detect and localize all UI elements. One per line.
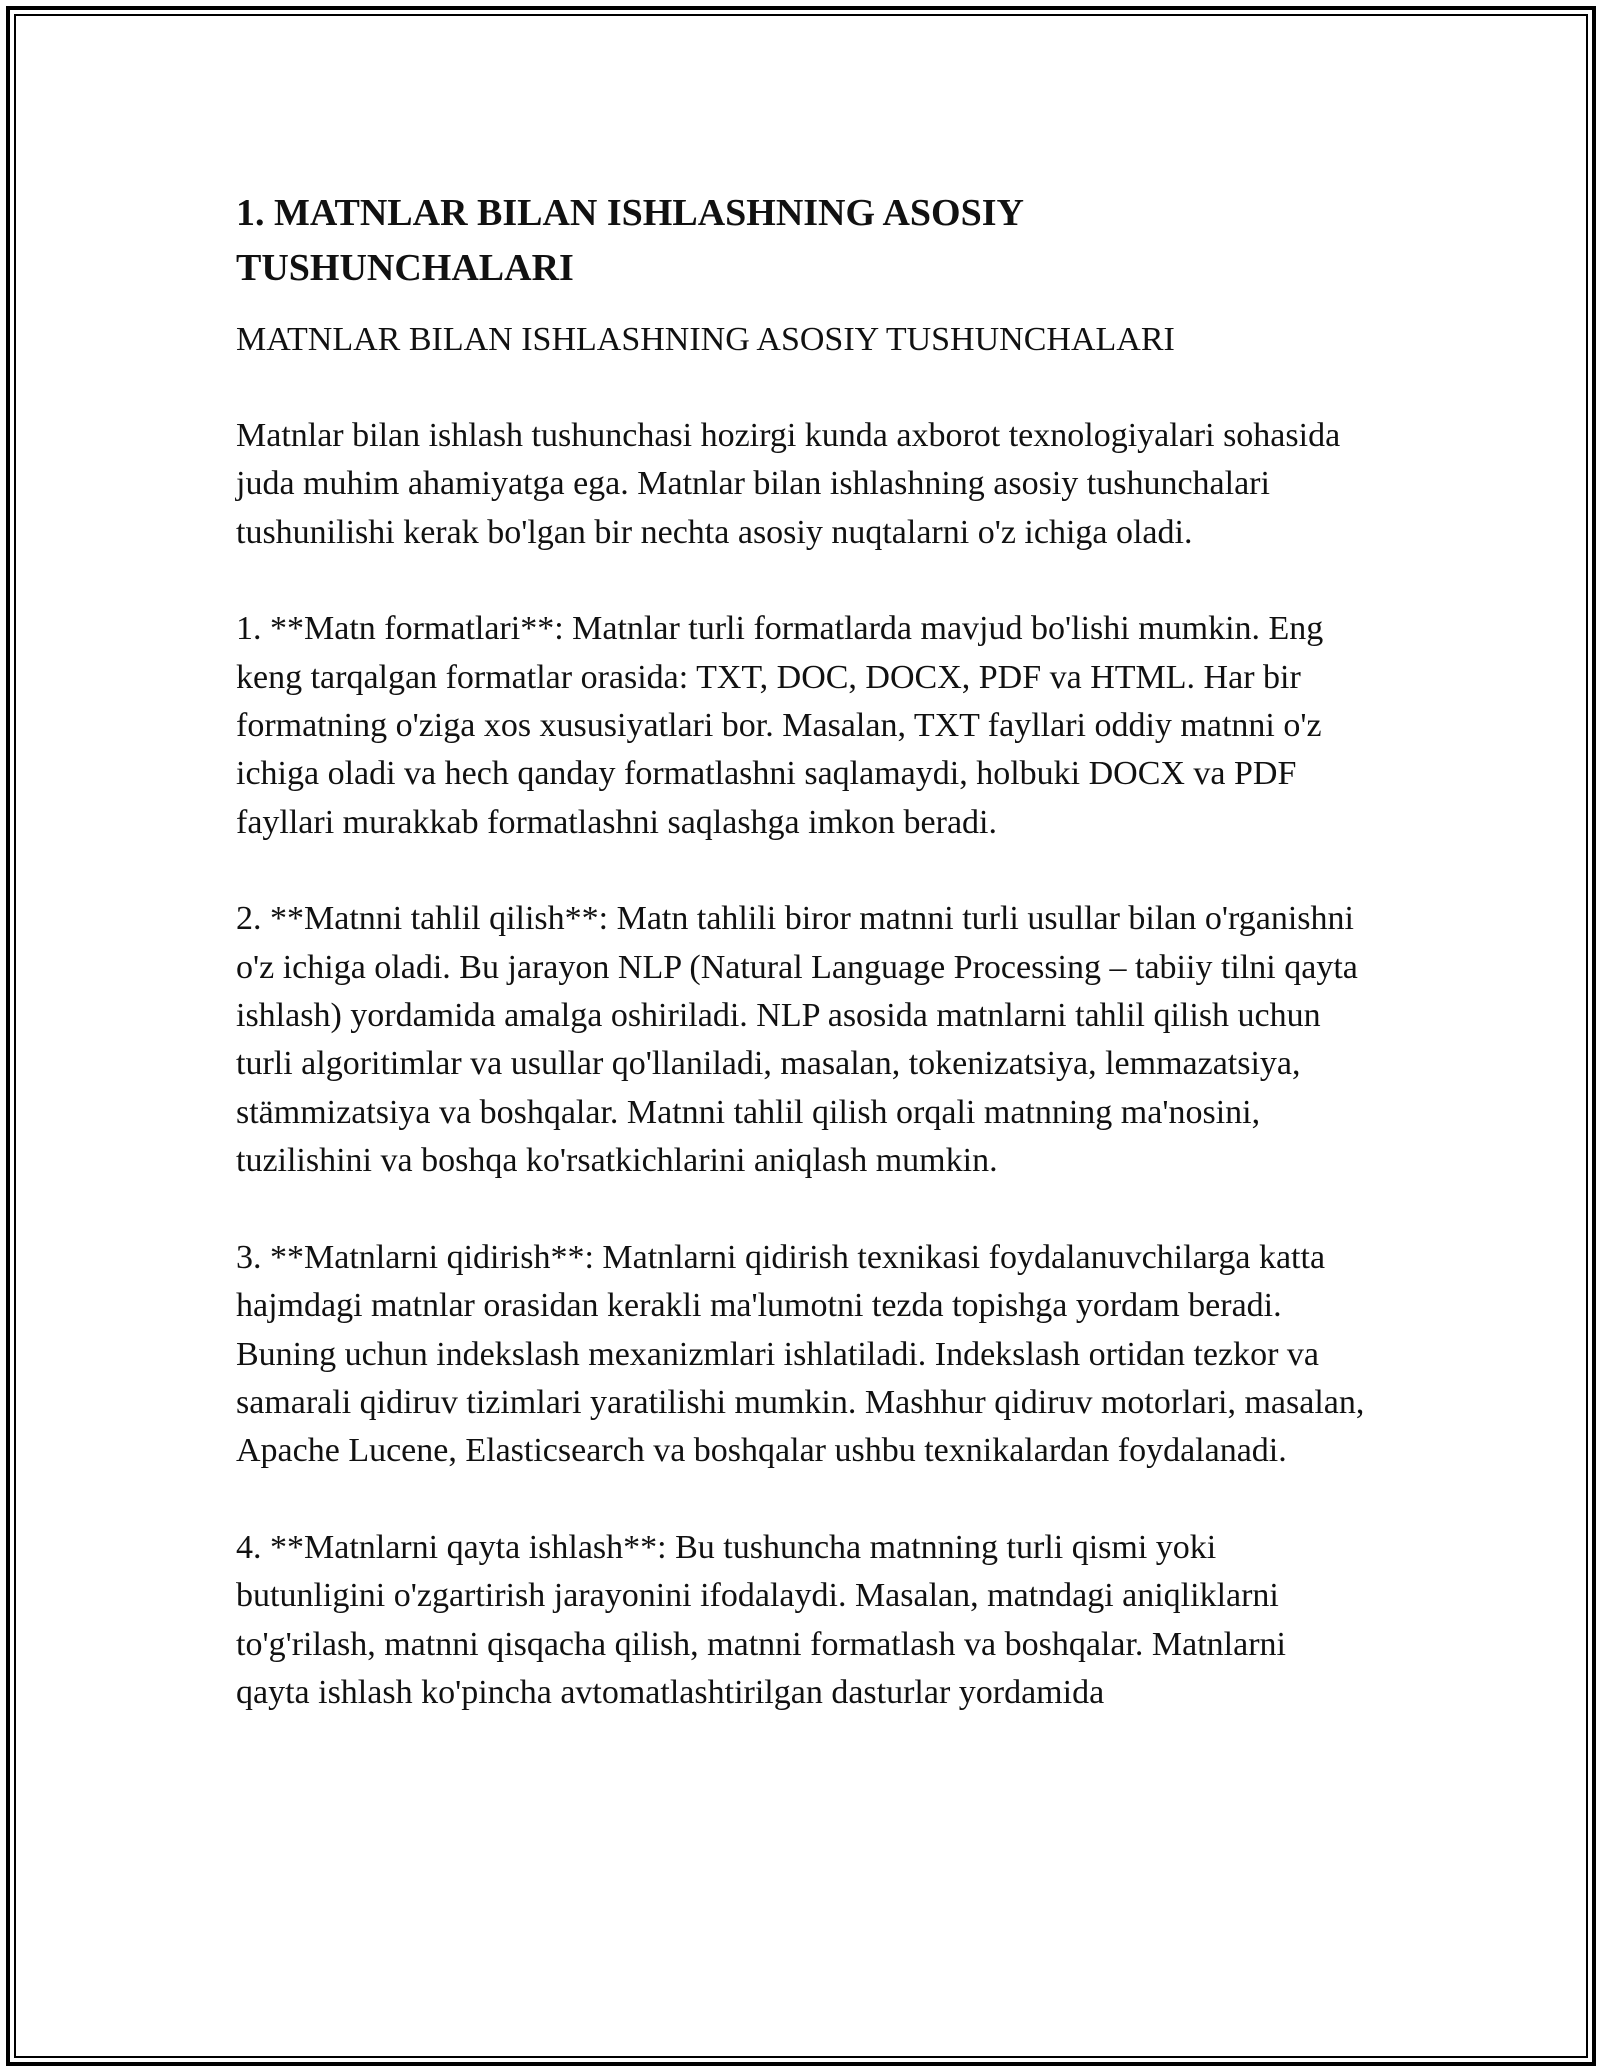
document-title: 1. MATNLAR BILAN ISHLASHNING ASOSIY TUSHUNCHALARI (236, 192, 1023, 289)
document-subtitle: MATNLAR BILAN ISHLASHNING ASOSIY TUSHUNCHALARI (236, 321, 1175, 358)
paragraph-matnlarni-qidirish: 3. **Matnlarni qidirish**: Matnlarni qidirish texnikasi foydalanuvchilarga katta hajmdagi matnlar orasidan kerakli ma'lumotni tezda topishga yordam beradi. Buning uchun indekslash mexanizmlari ishlatiladi. Indekslash ortidan tezkor va samarali qidiruv tizimlari yaratilishi mumkin. Mashhur qidiruv motorlari, masalan, Apache Lucene, Elasticsearch va boshqalar ushbu texnikalardan foydalanadi. (236, 1238, 1365, 1470)
document-body (236, 186, 1368, 1717)
intro-paragraph: Matnlar bilan ishlash tushunchasi hozirgi kunda axborot texnologiyalari sohasida juda muhim ahamiyatga ega. Matnlar bilan ishlashning asosiy tushunchalari tushunilishi kerak bo'lgan bir nechta asosiy nuqtalarni o'z ichiga oladi. (236, 417, 1341, 551)
paragraph-matnni-tahlil-qilish: 2. **Matnni tahlil qilish**: Matn tahlili biror matnni turli usullar bilan o'rganishni o'z ichiga oladi. Bu jarayon NLP (Natural Language Processing – tabiiy tilni qayta ishlash) yordamida amalga oshiriladi. NLP asosida matnlarni tahlil qilish uchun turli algoritimlar va usullar qo'llaniladi, masalan, tokenizatsiya, lemmazatsiya, stämmizatsiya va boshqalar. Matnni tahlil qilish orqali matnning ma'nosini, tuzilishini va boshqa ko'rsatkichlarini aniqlash mumkin. (236, 900, 1358, 1180)
paragraph-matnlarni-qayta-ishlash: 4. **Matnlarni qayta ishlash**: Bu tushuncha matnning turli qismi yoki butunligini o'zgartirish jarayonini ifodalaydi. Masalan, matndagi aniqliklarni to'g'rilash, matnni qisqacha qilish, matnni formatlash va boshqalar. Matnlarni qayta ishlash ko'pincha avtomatlashtirilgan dasturlar yordamida (236, 1528, 1286, 1711)
paragraph-matn-formatlari: 1. **Matn formatlari**: Matnlar turli formatlarda mavjud bo'lishi mumkin. Eng keng tarqalgan formatlar orasida: TXT, DOC, DOCX, PDF va HTML. Har bir formatning o'ziga xos xususiyatlari bor. Masalan, TXT fayllari oddiy matnni o'z ichiga oladi va hech qanday formatlashni saqlamaydi, holbuki DOCX va PDF fayllari murakkab formatlashni saqlashga imkon beradi. (236, 610, 1324, 841)
